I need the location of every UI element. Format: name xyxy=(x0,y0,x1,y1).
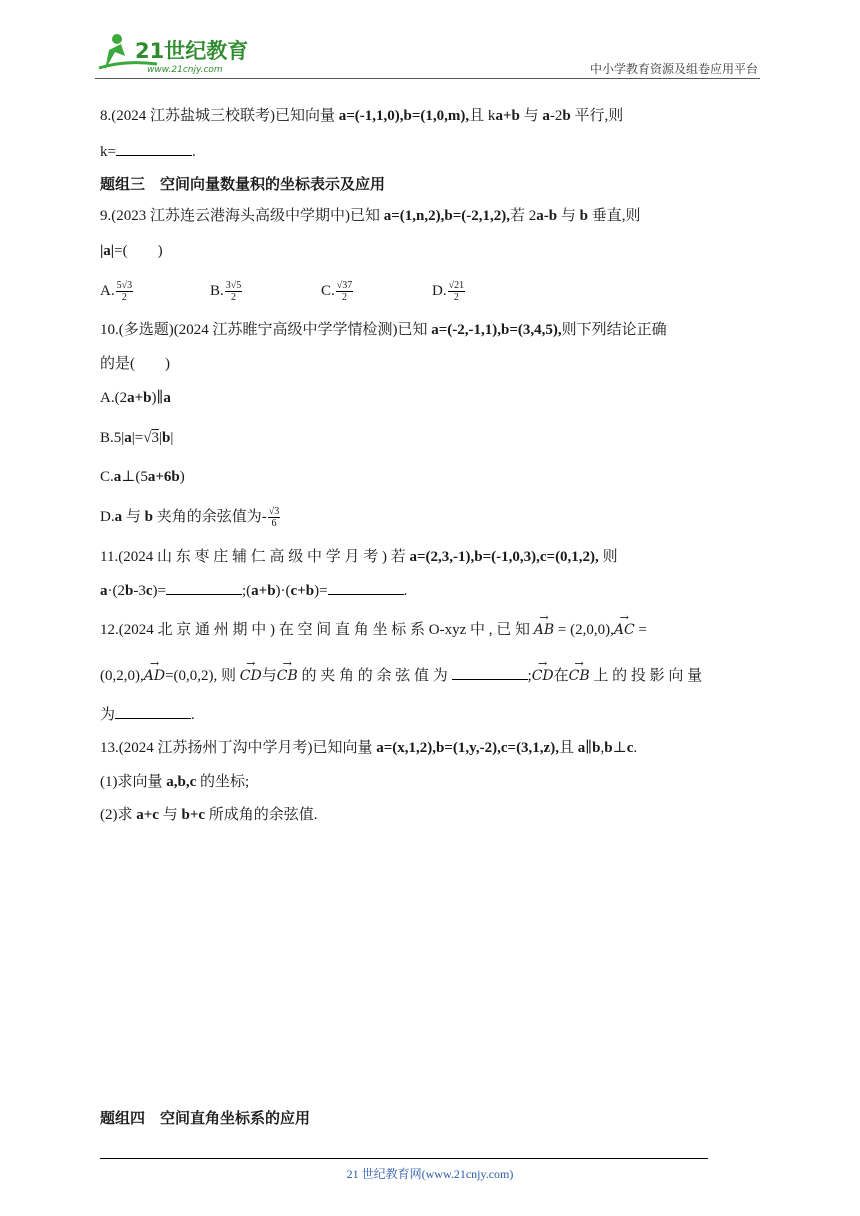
group3-heading: 题组三 空间向量数量积的坐标表示及应用 xyxy=(100,175,386,193)
q13-part2: (2)求 a+c 与 b+c 所成角的余弦值. xyxy=(100,807,318,823)
svg-text:www.21cnjy.com: www.21cnjy.com xyxy=(147,65,223,75)
page-header xyxy=(95,30,760,80)
q12-line1: 12.(2024 北 京 通 州 期 中 ) 在 空 间 直 角 坐 标 系 O-xyz 中 , 已 知 → AB = (2,0,0),→ AC = xyxy=(100,620,647,640)
q10-option-c: C.a⊥(5a+6b) xyxy=(100,469,185,485)
fraction: $\frac{√3}{6}$ xyxy=(268,506,280,529)
q9-option-d: D. $\frac{√21}{2}$ xyxy=(432,280,465,303)
q10-line2: 的是( ) xyxy=(100,356,170,372)
header-tagline: 中小学教育资源及组卷应用平台 xyxy=(589,62,758,76)
q10-option-a: A.(2a+b)∥a xyxy=(100,390,171,406)
q10-option-b: B.5|a|=√3|b| xyxy=(100,430,174,446)
answer-blank xyxy=(115,704,191,719)
group4-heading: 题组四 空间直角坐标系的应用 xyxy=(100,1109,311,1127)
vector-ab: → AB xyxy=(534,620,554,640)
header-divider xyxy=(95,78,760,79)
q9-option-b: B. $\frac{3√5}{2}$ xyxy=(210,280,242,303)
vector-cb: → CB xyxy=(277,666,298,686)
q11-line2: a·(2b-3c)= ;(a+b)·(c+b)= . xyxy=(100,580,407,601)
fraction: $\frac{3√5}{2}$ xyxy=(225,280,242,303)
fraction: $\frac{√37}{2}$ xyxy=(336,280,353,303)
q8-line2: k= . xyxy=(100,141,196,162)
answer-blank xyxy=(328,580,404,595)
q9-line2: |a|=( ) xyxy=(100,243,163,259)
q10-option-d: D.a 与 b 夹角的余弦值为- $\frac{√3}{6}$ xyxy=(100,506,280,529)
q12-line3: 为 . xyxy=(100,704,195,725)
answer-blank xyxy=(166,580,242,595)
q12-line2: (0,2,0),→ AD=(0,0,2), 则 → CD与→ CB 的 夹 角 的 余 弦 值 为 ;→ CD在→ CB 上 的 投 影 向 量 xyxy=(100,665,702,686)
site-logo xyxy=(95,30,285,76)
vector-cd: → CD xyxy=(532,666,554,686)
q9-line1: 9.(2023 江苏连云港海头高级中学期中)已知 a=(1,n,2),b=(-2,1,2),若 2a-b 与 b 垂直,则 xyxy=(100,208,641,224)
q11-line1: 11.(2024 山 东 枣 庄 辅 仁 高 级 中 学 月 考 ) 若 a=(2,3,-1),b=(-1,0,3),c=(0,1,2), 则 xyxy=(100,549,618,565)
q9-option-c: C. $\frac{√37}{2}$ xyxy=(321,280,353,303)
fraction: $\frac{√21}{2}$ xyxy=(448,280,465,303)
answer-blank xyxy=(452,665,528,680)
fraction: $\frac{5√3}{2}$ xyxy=(116,280,133,303)
footer-divider xyxy=(100,1158,708,1159)
q10-line1: 10.(多选题)(2024 江苏睢宁高级中学学情检测)已知 a=(-2,-1,1),b=(3,4,5),则下列结论正确 xyxy=(100,322,667,338)
vector-cb: → CB xyxy=(569,666,590,686)
svg-text:21世纪教育: 21世纪教育 xyxy=(135,39,249,63)
q13-line1: 13.(2024 江苏扬州丁沟中学月考)已知向量 a=(x,1,2),b=(1,y,-2),c=(3,1,z),且 a∥b,b⊥c. xyxy=(100,740,638,756)
q8-line1: 8.(2024 江苏盐城三校联考)已知向量 a=(-1,1,0),b=(1,0,m),且 ka+b 与 a-2b 平行,则 xyxy=(100,108,624,124)
vector-ad: → AD xyxy=(144,666,165,686)
answer-blank xyxy=(116,141,192,156)
vector-cd: → CD xyxy=(240,666,262,686)
q13-part1: (1)求向量 a,b,c 的坐标; xyxy=(100,774,250,790)
vector-ac: → AC xyxy=(614,620,635,640)
q9-option-a: A. $\frac{5√3}{2}$ xyxy=(100,280,133,303)
footer-text[interactable]: 21 世纪教育网(www.21cnjy.com) xyxy=(346,1167,514,1181)
